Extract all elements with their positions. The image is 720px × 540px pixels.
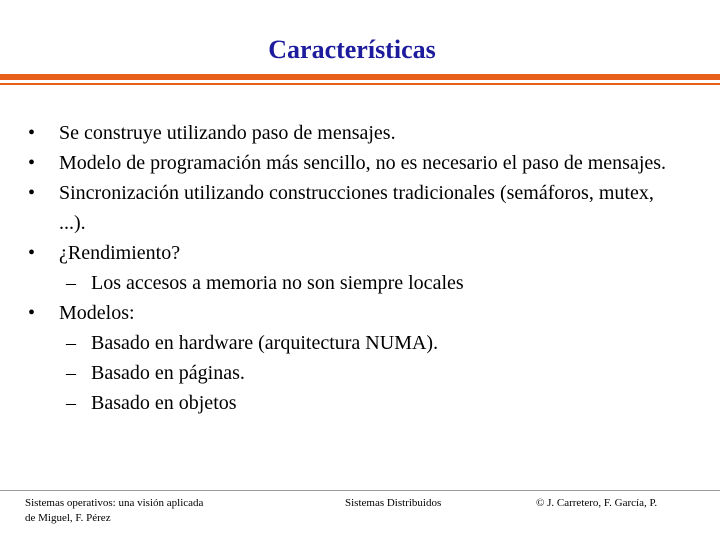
bullet-text: Modelo de programación más sencillo, no es necesario el paso de mensajes. xyxy=(59,152,667,174)
sub-bullet-item xyxy=(0,268,720,298)
bullet-item xyxy=(0,178,720,238)
sub-bullet-item xyxy=(0,388,720,418)
footer-course-name: Sistemas Distribuidos xyxy=(345,497,442,509)
bullet-item xyxy=(0,148,720,178)
footer-book-credit xyxy=(25,496,255,526)
footer-book-title: Sistemas operativos: una visión aplicada xyxy=(25,497,204,509)
slide-title: Características xyxy=(268,35,436,64)
sub-bullet-text: Basado en objetos xyxy=(91,392,237,414)
sub-bullet-dash-icon: – xyxy=(66,272,76,294)
title-divider-thick xyxy=(0,74,720,80)
bullet-list xyxy=(0,118,720,418)
bullet-text: Modelos: xyxy=(59,302,135,324)
sub-bullet-item xyxy=(0,328,720,358)
bullet-item xyxy=(0,238,720,268)
bullet-text: Se construye utilizando paso de mensajes. xyxy=(59,122,396,144)
bullet-dot-icon: • xyxy=(28,152,36,174)
bullet-item xyxy=(0,298,720,328)
sub-bullet-dash-icon: – xyxy=(66,392,76,414)
bullet-dot-icon: • xyxy=(28,182,36,204)
bullet-text: ¿Rendimiento? xyxy=(59,242,181,264)
bullet-dot-icon: • xyxy=(28,302,36,324)
sub-bullet-item xyxy=(0,358,720,388)
bullet-dot-icon: • xyxy=(28,122,36,144)
title-divider-thin xyxy=(0,83,720,85)
sub-bullet-dash-icon: – xyxy=(66,362,76,384)
bullet-item xyxy=(0,118,720,148)
sub-bullet-dash-icon: – xyxy=(66,332,76,354)
footer-copyright: © J. Carretero, F. García, P. xyxy=(536,497,658,509)
sub-bullet-text: Basado en páginas. xyxy=(91,362,245,384)
bullet-dot-icon: • xyxy=(28,242,36,264)
footer-divider xyxy=(0,490,720,491)
footer-book-authors: de Miguel, F. Pérez xyxy=(25,512,111,524)
bullet-text: Sincronización utilizando construcciones tradicionales (semáforos, mutex, ...). xyxy=(59,182,654,234)
sub-bullet-text: Basado en hardware (arquitectura NUMA). xyxy=(91,332,439,354)
sub-bullet-text: Los accesos a memoria no son siempre locales xyxy=(91,272,464,294)
